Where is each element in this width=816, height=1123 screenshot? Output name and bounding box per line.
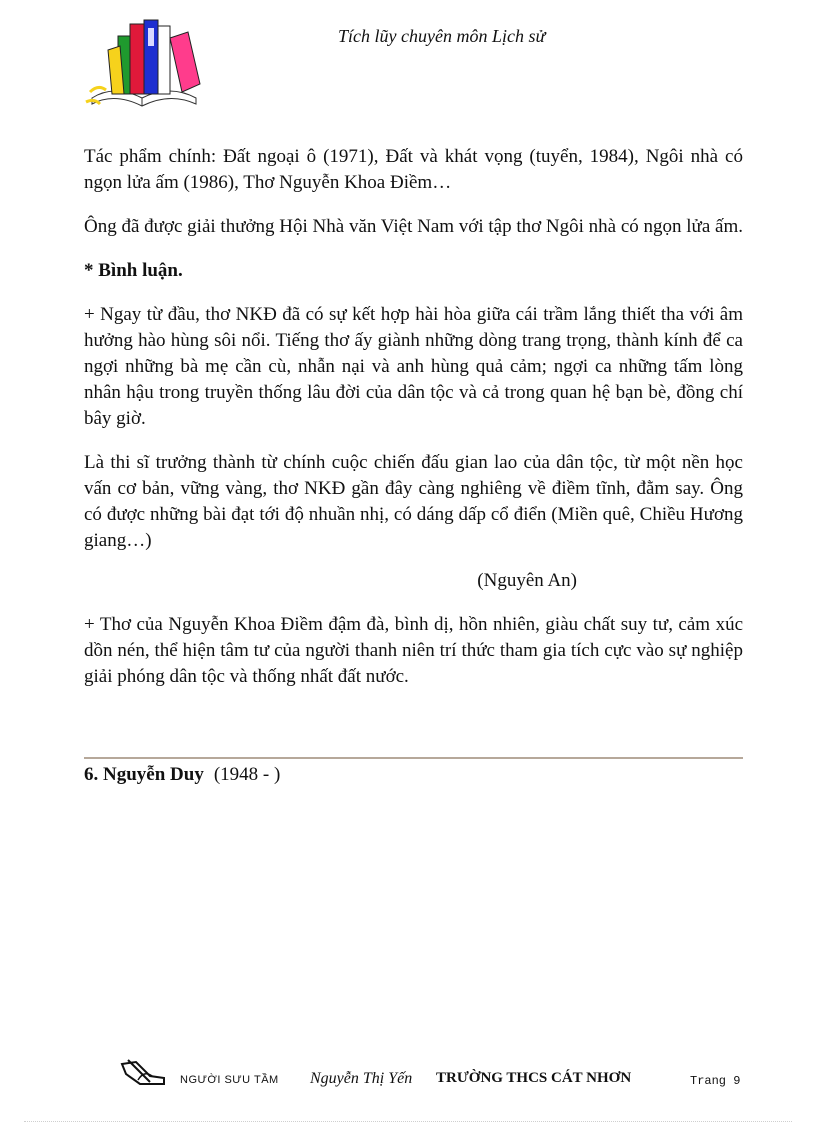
- collector-label: NGƯỜI SƯU TẦM: [180, 1074, 279, 1086]
- page-number: Trang 9: [690, 1074, 741, 1088]
- section-heading: [84, 764, 280, 786]
- header-title: Tích lũy chuyên môn Lịch sử: [338, 26, 546, 46]
- award-paragraph: Ông đã được giải thưởng Hội Nhà văn Việt Nam với tập thơ Ngôi nhà có ngọn lửa ấm.: [84, 216, 743, 237]
- works-paragraph: Tác phẩm chính: Đất ngoại ô (1971), Đất và khát vọng (tuyển, 1984), Ngôi nhà có ngọn lửa ấm (1986), Thơ Nguyễn Khoa Điềm…: [84, 146, 743, 193]
- page-bottom-rule: [24, 1121, 792, 1122]
- section-years: (1948 - ): [213, 764, 281, 785]
- commentary-paragraph-1: + Ngay từ đầu, thơ NKĐ đã có sự kết hợp hài hòa giữa cái trầm lắng thiết tha với âm hưởng hào hùng sôi nổi. Tiếng thơ ấy giành những dòng trang trọng, thành kính để ca ngợi những bà mẹ cần cù, nhẫn nại và anh hùng quả cảm; ngợi ca những tấm lòng nhân hậu trong truyền thống lâu đời của dân tộc và cả trong quan hệ bạn bè, đồng chí bây giờ.: [84, 304, 743, 429]
- school-name: TRƯỜNG THCS CÁT NHƠN: [436, 1070, 632, 1086]
- section-name: 6. Nguyễn Duy: [84, 764, 204, 785]
- books-icon: [84, 14, 204, 114]
- author-name: Nguyễn Thị Yến: [310, 1070, 413, 1087]
- document-body: [84, 144, 743, 708]
- pen-hand-icon: [120, 1058, 166, 1088]
- commentary-paragraph-3: + Thơ của Nguyễn Khoa Điềm đậm đà, bình dị, hồn nhiên, giàu chất suy tư, cảm xúc dồn nén, thể hiện tâm tư của người thanh niên trí thức tham gia tích cực vào sự nghiệp giải phóng dân tộc và thống nhất đất nước.: [84, 614, 743, 687]
- attribution: (Nguyên An): [477, 570, 577, 591]
- section-divider: [84, 757, 743, 759]
- commentary-paragraph-2: Là thi sĩ trưởng thành từ chính cuộc chiến đấu gian lao của dân tộc, từ một nền học vấn cơ bản, vững vàng, thơ NKĐ gần đây càng nghiêng về điềm tĩnh, đằm say. Ông có được những bài đạt tới độ nhuần nhị, có dáng dấp cổ điển (Miền quê, Chiều Hương giang…): [84, 452, 743, 551]
- commentary-heading: * Bình luận.: [84, 260, 183, 281]
- page-footer: [120, 1058, 756, 1094]
